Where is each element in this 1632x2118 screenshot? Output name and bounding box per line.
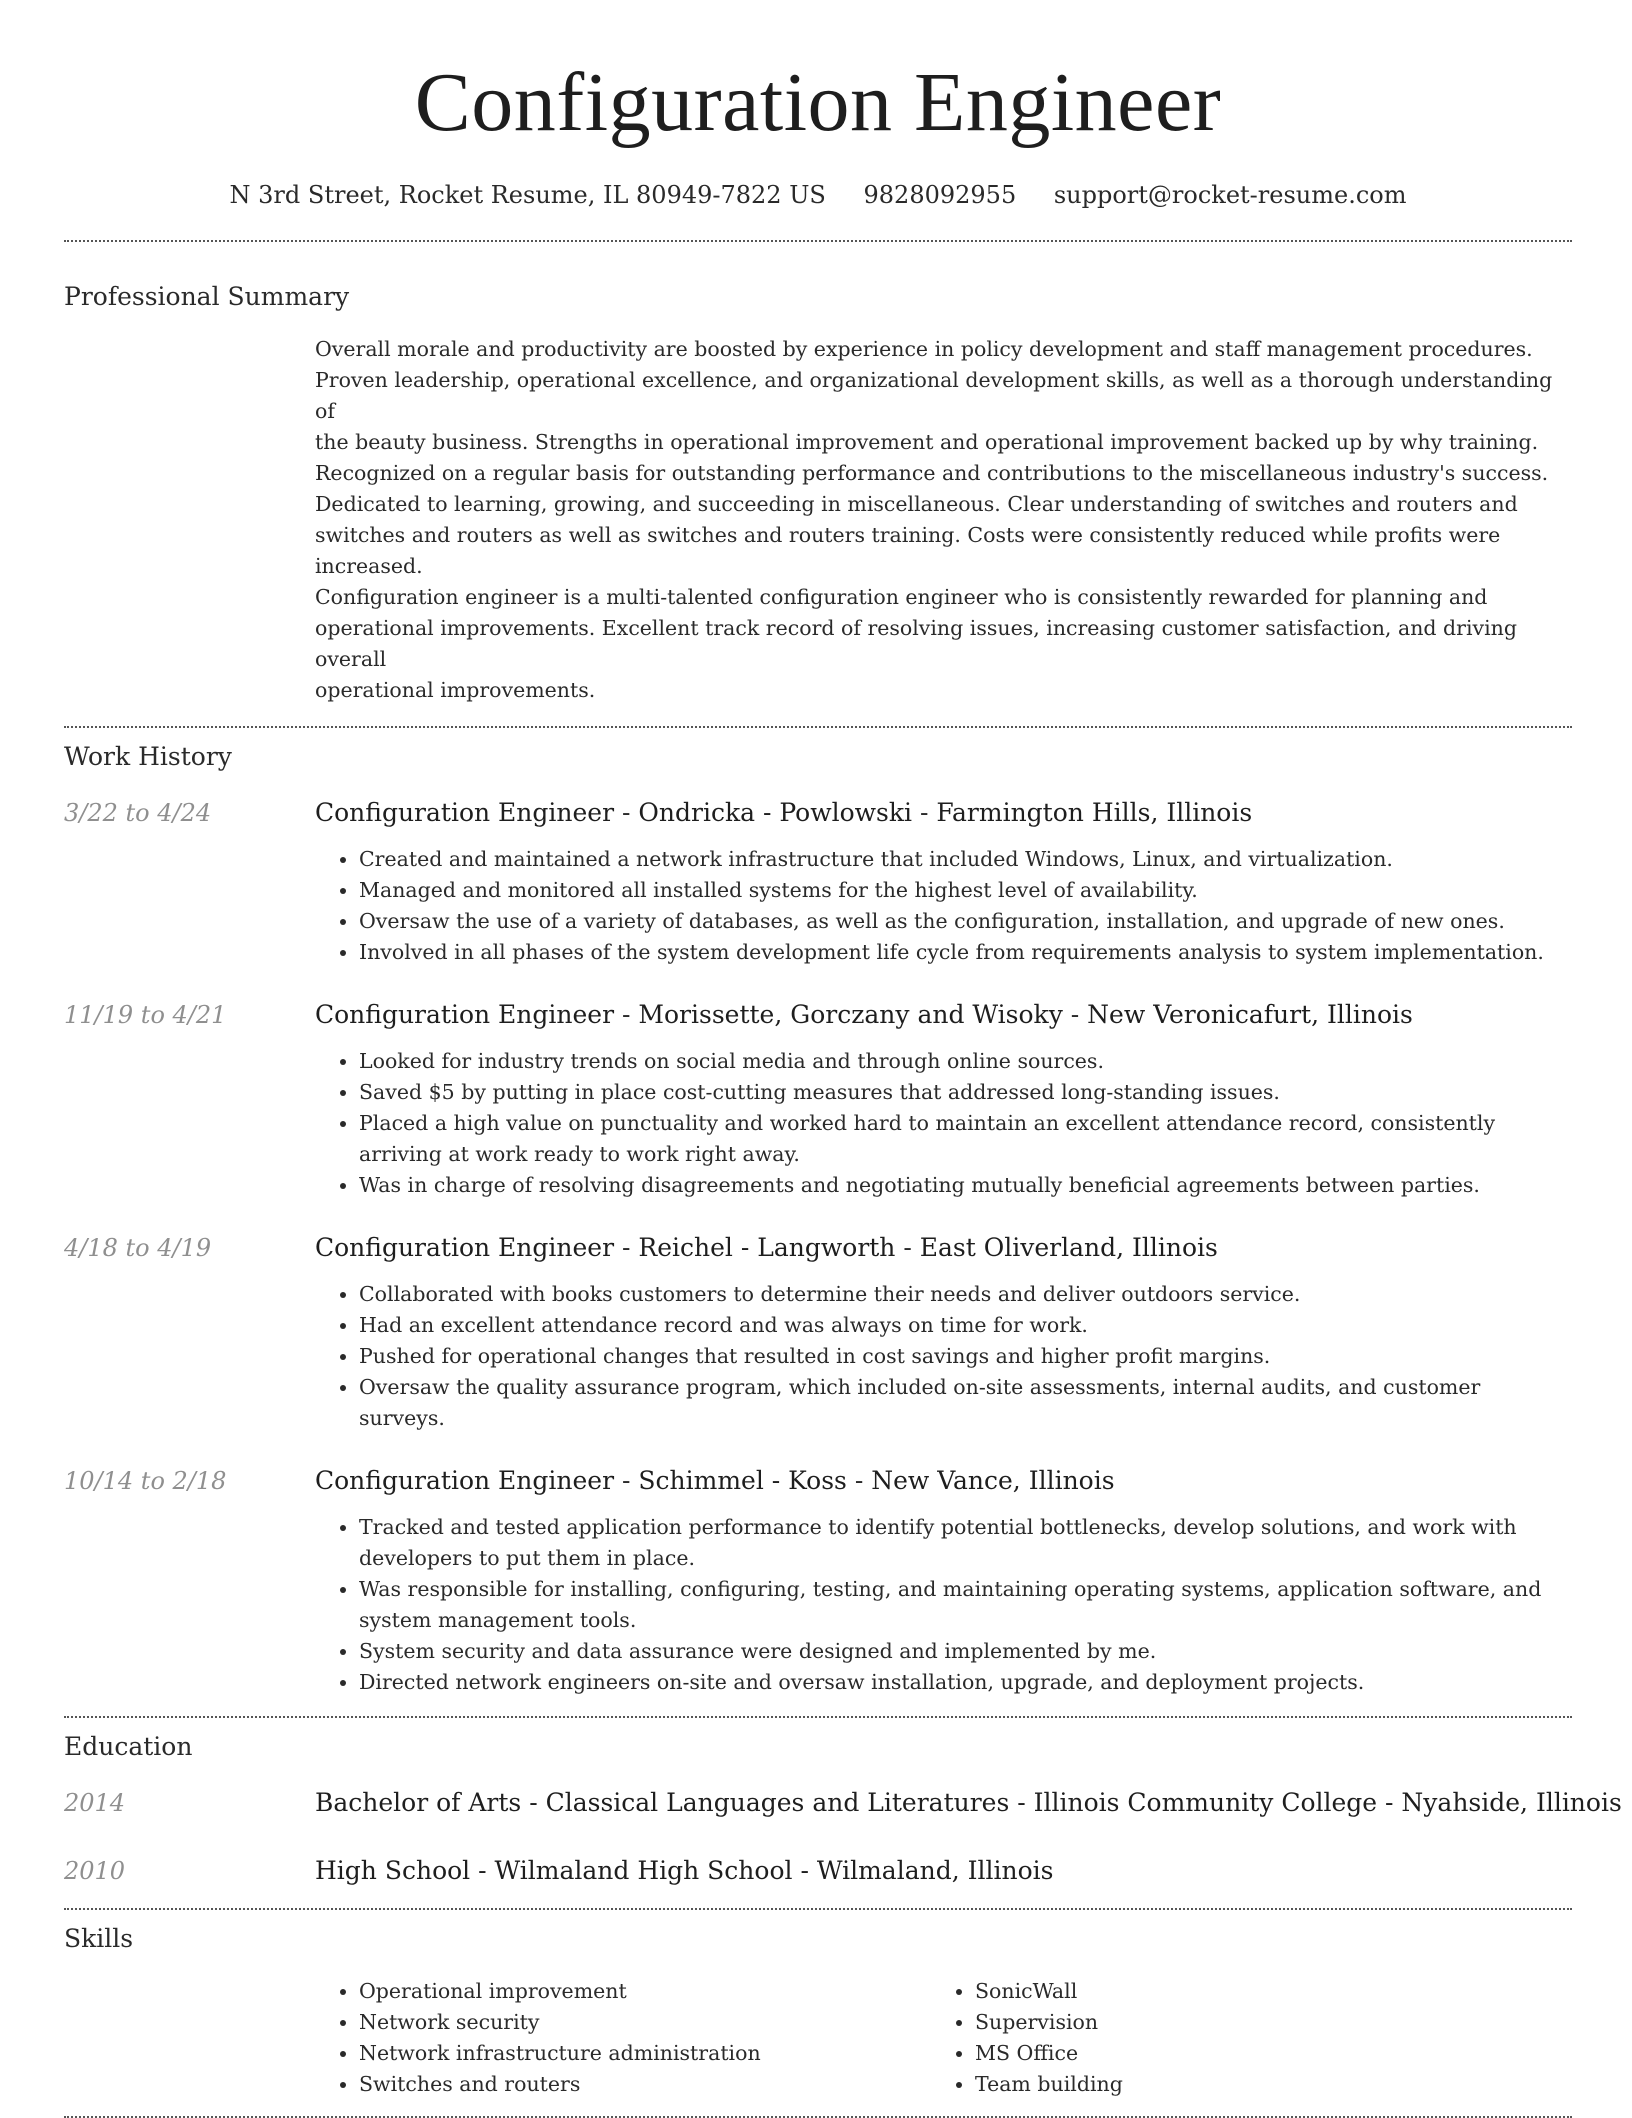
job-company: Ondricka - Powlowski [638, 798, 913, 827]
summary-line: operational improvements. Excellent track record of resolving issues, increasing customer satisfaction, and driving overall [315, 616, 1517, 671]
job-bullets [64, 1512, 1572, 1698]
summary-line: Dedicated to learning, growing, and succeeding in miscellaneous. Clear understanding of switches and routers and [315, 492, 1518, 516]
skill-item: • SonicWall [975, 1976, 1475, 2007]
work-history-heading: Work History [64, 742, 232, 771]
summary-line: Configuration engineer is a multi-talented configuration engineer who is consistently rewarded for planning and [315, 585, 1488, 609]
divider [64, 1716, 1572, 1718]
divider [64, 1908, 1572, 1910]
resume-name: Configuration Engineer [414, 56, 1222, 149]
job-bullet: • Tracked and tested application performance to identify potential bottlenecks, develop solutions, and work with developers to put them in place. [359, 1512, 1572, 1574]
contact-line [64, 178, 1572, 212]
summary-line: the beauty business. Strengths in operational improvement and operational improvement backed up by why training. [315, 430, 1539, 454]
job-bullet: • Collaborated with books customers to determine their needs and deliver outdoors service. [359, 1279, 1572, 1310]
skill-item: • Supervision [975, 2007, 1475, 2038]
job-bullet: • Looked for industry trends on social media and through online sources. [359, 1046, 1572, 1077]
education-heading: Education [64, 1732, 193, 1761]
job-bullet: • Pushed for operational changes that resulted in cost savings and higher profit margins. [359, 1341, 1572, 1372]
skill-item: • Network security [359, 2007, 931, 2038]
resume-page [64, 0, 1622, 2118]
job-company: Reichel - Langworth [638, 1233, 896, 1262]
job-entry [64, 796, 1572, 830]
job-bullets [64, 844, 1572, 968]
job-title: Configuration Engineer - Morissette, Gorczany and Wisoky - New Veronicafurt, Illinois [315, 1000, 1413, 1029]
job-bullet: • Saved $5 by putting in place cost-cutting measures that addressed long-standing issues. [359, 1077, 1572, 1108]
skill-item: • Operational improvement [359, 1976, 931, 2007]
job-bullets [64, 1279, 1572, 1434]
summary-line: Overall morale and productivity are boosted by experience in policy development and staff management procedures. [315, 337, 1533, 361]
education-date: 2014 [64, 1789, 126, 1817]
skill-item: • MS Office [975, 2038, 1475, 2069]
job-company: Morissette, Gorczany and Wisoky [638, 1000, 1063, 1029]
education-title: Bachelor of Arts - Classical Languages and Literatures - Illinois Community College - Nyahside, Illinois [315, 1788, 1622, 1817]
job-title: Configuration Engineer - Ondricka - Powlowski - Farmington Hills, Illinois [315, 798, 1253, 827]
job-bullets [64, 1046, 1572, 1201]
job-entry [64, 998, 1572, 1032]
job-title: Configuration Engineer - Schimmel - Koss - New Vance, Illinois [315, 1466, 1115, 1495]
contact-email: support@rocket-resume.com [1053, 181, 1407, 209]
summary-line: Proven leadership, operational excellence, and organizational development skills, as well as a thorough understanding of [315, 368, 1553, 423]
job-bullet: • Was responsible for installing, configuring, testing, and maintaining operating systems, application software, and system management tools. [359, 1574, 1572, 1636]
skills-column-left [315, 1976, 931, 2100]
job-location: East Oliverland, Illinois [919, 1233, 1218, 1262]
job-bullet: • Placed a high value on punctuality and worked hard to maintain an excellent attendance record, consistently arriving at work ready to work right away. [359, 1108, 1572, 1170]
job-location: Farmington Hills, Illinois [936, 798, 1253, 827]
skill-item: • Network infrastructure administration [359, 2038, 931, 2069]
summary-line: operational improvements. [315, 678, 596, 702]
skill-item: • Team building [975, 2069, 1475, 2100]
skill-item: • Switches and routers [359, 2069, 931, 2100]
skills-column-right [931, 1976, 1475, 2100]
education-entry [64, 1786, 1622, 1820]
summary-line: switches and routers as well as switches and routers training. Costs were consistently reduced while profits were increased. [315, 523, 1501, 578]
contact-address: N 3rd Street, Rocket Resume, IL 80949-7822 US [229, 181, 826, 209]
job-entry [64, 1464, 1572, 1498]
job-role: Configuration Engineer [315, 798, 615, 827]
job-location: New Vance, Illinois [871, 1466, 1115, 1495]
summary-heading: Professional Summary [64, 282, 350, 311]
divider [64, 240, 1572, 242]
summary-line: Recognized on a regular basis for outstanding performance and contributions to the miscellaneous industry's success. [315, 461, 1549, 485]
job-bullet: • System security and data assurance were designed and implemented by me. [359, 1636, 1572, 1667]
job-location: New Veronicafurt, Illinois [1087, 1000, 1413, 1029]
job-title: Configuration Engineer - Reichel - Langworth - East Oliverland, Illinois [315, 1233, 1218, 1262]
job-role: Configuration Engineer [315, 1000, 615, 1029]
job-date: 10/14 to 2/18 [64, 1467, 227, 1495]
job-date: 11/19 to 4/21 [64, 1001, 227, 1029]
job-date: 3/22 to 4/24 [64, 799, 212, 827]
job-role: Configuration Engineer [315, 1233, 615, 1262]
job-bullet: • Involved in all phases of the system development life cycle from requirements analysis to system implementation. [359, 937, 1572, 968]
skills-list [315, 1976, 1572, 2100]
job-bullet: • Oversaw the use of a variety of databases, as well as the configuration, installation, and upgrade of new ones. [359, 906, 1572, 937]
job-bullet: • Was in charge of resolving disagreements and negotiating mutually beneficial agreements between parties. [359, 1170, 1572, 1201]
job-bullet: • Created and maintained a network infrastructure that included Windows, Linux, and virtualization. [359, 844, 1572, 875]
summary-text [315, 334, 1572, 706]
education-date: 2010 [64, 1857, 126, 1885]
job-bullet: • Managed and monitored all installed systems for the highest level of availability. [359, 875, 1572, 906]
job-company: Schimmel - Koss [638, 1466, 847, 1495]
divider [64, 726, 1572, 728]
contact-phone: 9828092955 [863, 181, 1017, 209]
job-entry [64, 1231, 1572, 1265]
education-entry [64, 1854, 1572, 1888]
job-bullet: • Had an excellent attendance record and was always on time for work. [359, 1310, 1572, 1341]
job-date: 4/18 to 4/19 [64, 1234, 212, 1262]
job-role: Configuration Engineer [315, 1466, 615, 1495]
education-title: High School - Wilmaland High School - Wilmaland, Illinois [315, 1856, 1054, 1885]
job-bullet: • Oversaw the quality assurance program, which included on-site assessments, internal audits, and customer surveys. [359, 1372, 1572, 1434]
skills-heading: Skills [64, 1924, 134, 1953]
job-bullet: • Directed network engineers on-site and oversaw installation, upgrade, and deployment projects. [359, 1667, 1572, 1698]
